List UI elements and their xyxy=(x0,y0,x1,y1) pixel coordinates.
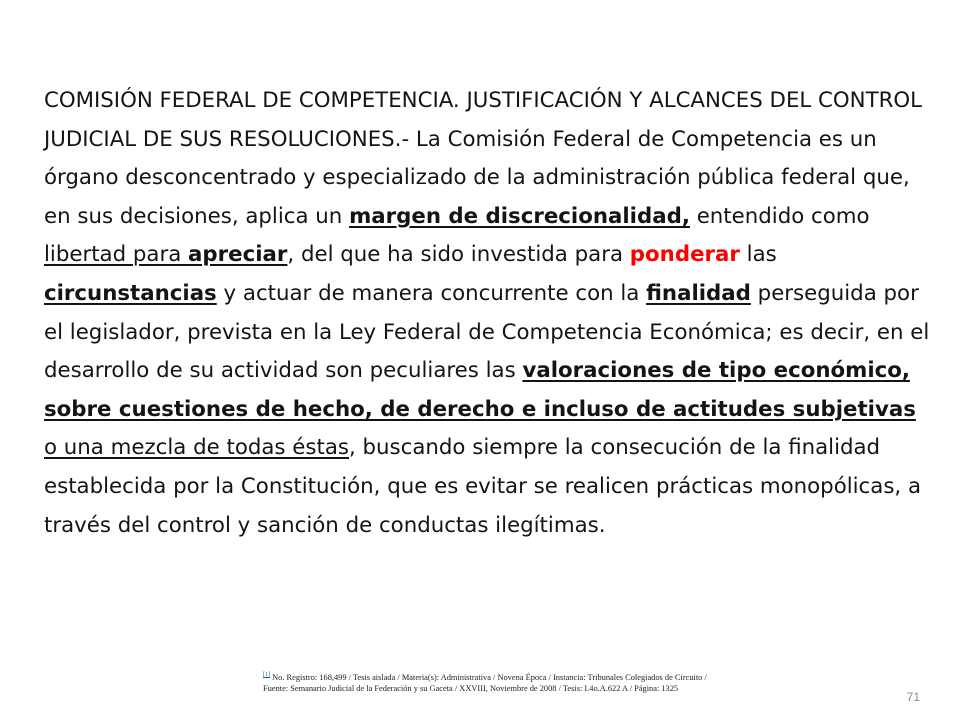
text-segment: COMISIÓN FEDERAL DE COMPETENCIA. JUSTIFICACIÓN Y ALCANCES DEL CONTROL JUDICIAL DE SUS RESOLUCIONES.- La Comisión Federal de Competencia es un órgano desconcentrado y especializado de la administración pública federal que, en sus decisiones, aplica un xyxy=(44,88,923,229)
emphasis-discretion-margin: margen de discrecionalidad, xyxy=(349,203,690,229)
emphasis-mixture: o una mezcla de todas éstas xyxy=(44,435,349,461)
text-segment: , buscando siempre la consecución de la finalidad establecida por la Constitución, que es evitar se realicen prácticas monopólicas, a través del control y sanción de conductas ilegítimas. xyxy=(44,435,921,538)
page-number: 71 xyxy=(906,690,920,704)
text-segment: las xyxy=(739,242,777,268)
slide-body-text xyxy=(44,82,934,545)
emphasis-ponder: ponderar xyxy=(629,242,740,268)
emphasis-freedom: libertad para xyxy=(44,242,189,268)
emphasis-economic-valuations: valoraciones de tipo económico, sobre cuestiones de hecho, de derecho e incluso de actitudes subjetivas xyxy=(44,358,916,422)
text-segment: , del que ha sido investida para xyxy=(287,242,630,268)
emphasis-appreciate: apreciar xyxy=(188,242,288,268)
text-segment: y actuar de manera concurrente con la xyxy=(216,280,647,306)
text-segment: perseguida por el legislador, prevista en la Ley Federal de Competencia Económica; es decir, en el desarrollo de su actividad son peculiares las xyxy=(44,280,930,384)
footnote-reference-link[interactable]: [1] xyxy=(263,672,270,678)
footnote-line-2: Fuente: Semanario Judicial de la Federación y su Gaceta / XXVIII, Noviembre de 2008 / Tesis: I.4o.A.622 A / Página: 1325 xyxy=(263,684,679,694)
footnote xyxy=(263,670,823,695)
emphasis-circumstances: circunstancias xyxy=(44,280,217,306)
text-segment: entendido como xyxy=(689,203,870,229)
footnote-line-1: No. Registro: 168,499 / Tesis aislada / Materia(s): Administrativa / Novena Época / Instancia: Tribunales Colegiados de Circuito / xyxy=(272,672,707,682)
thesis-paragraph xyxy=(44,82,934,545)
emphasis-purpose: finalidad xyxy=(646,280,751,306)
